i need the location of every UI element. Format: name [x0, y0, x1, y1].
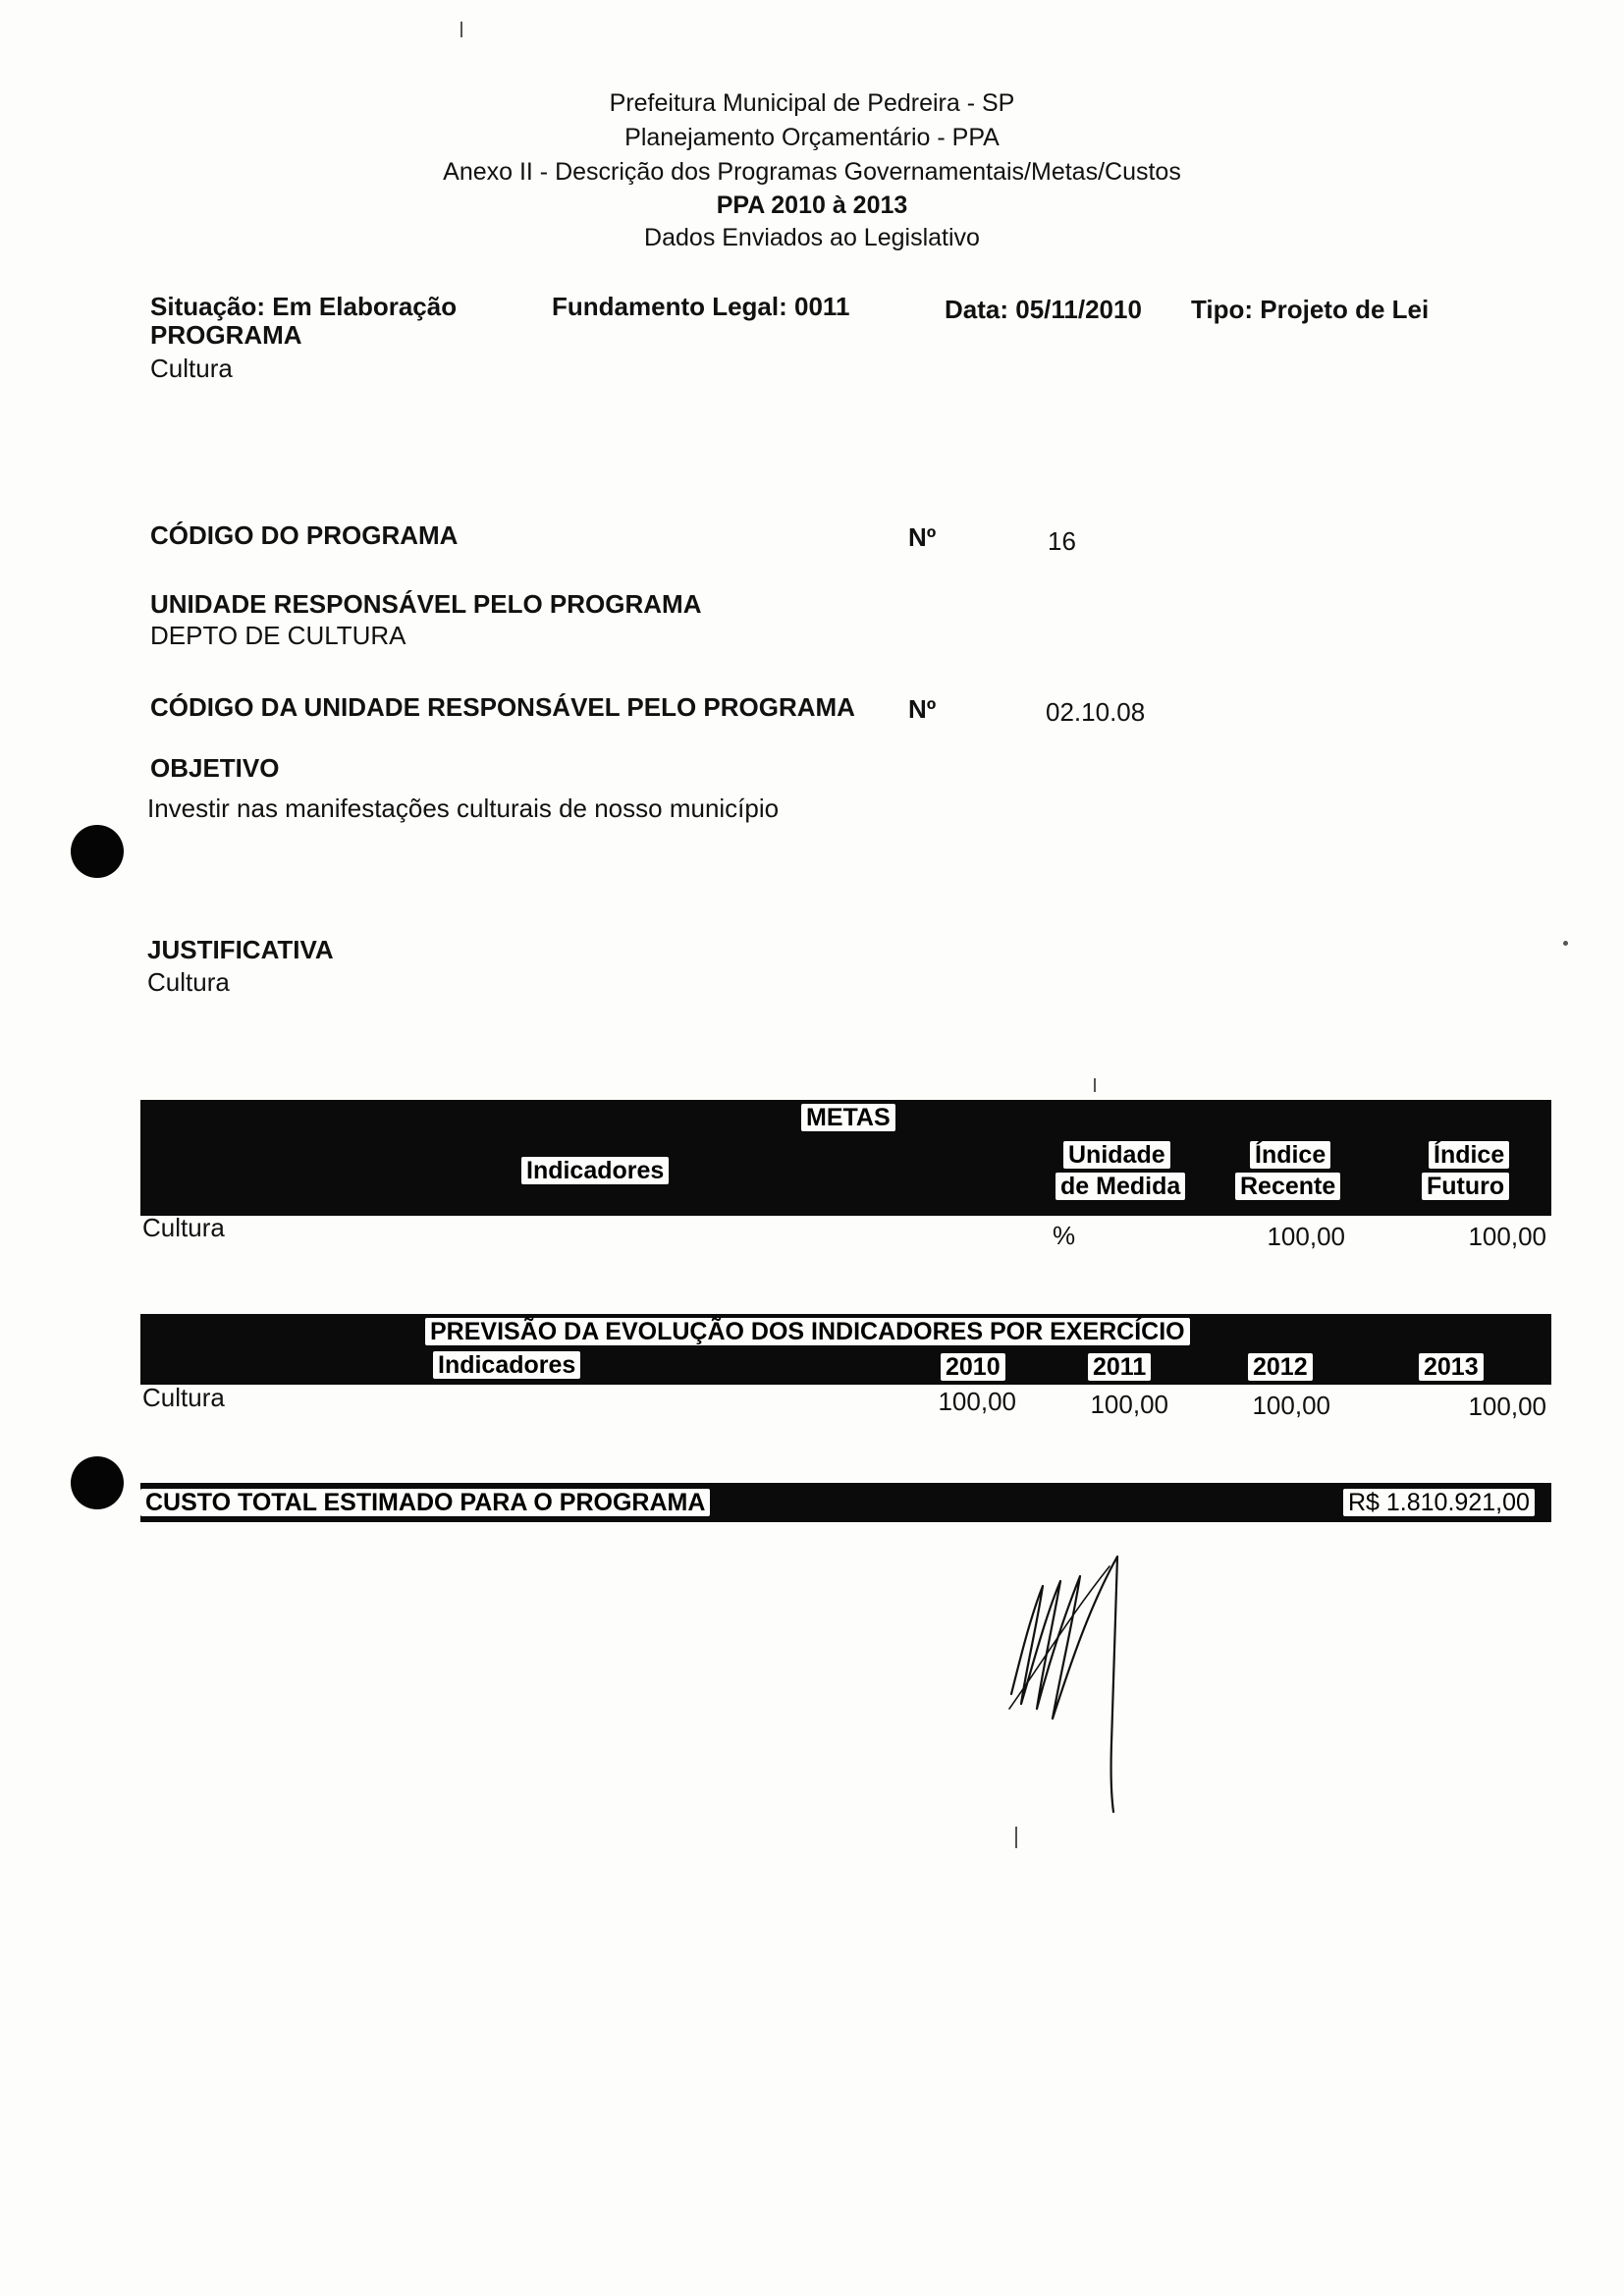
tipo-label: Tipo: Projeto de Lei: [1191, 295, 1430, 324]
scan-speck: [1563, 941, 1568, 946]
custo-total-bar: [140, 1483, 1551, 1522]
previsao-col-year-2012: 2012: [1248, 1353, 1313, 1381]
header-line-anexo: Anexo II - Descrição dos Programas Governamentais/Metas/Custos: [443, 158, 1181, 186]
situacao-label: Situação: Em Elaboração: [150, 292, 458, 321]
previsao-row-value-2012: 100,00: [1252, 1391, 1330, 1420]
handwritten-signature: [992, 1547, 1168, 1822]
codigo-programa-label: CÓDIGO DO PROGRAMA: [150, 520, 459, 550]
codigo-unidade-value: 02.10.08: [1046, 697, 1146, 727]
previsao-row-value-2013: 100,00: [1468, 1392, 1546, 1421]
codigo-programa-value: 16: [1048, 526, 1076, 556]
scan-speck: [1094, 1078, 1096, 1092]
header-line-planejamento: Planejamento Orçamentário - PPA: [624, 124, 1000, 151]
metas-col-recente-1: Índice: [1250, 1141, 1330, 1169]
metas-row-indicador: Cultura: [142, 1213, 225, 1242]
metas-col-unidade-1: Unidade: [1063, 1141, 1170, 1169]
codigo-programa-n-label: Nº: [908, 522, 937, 552]
objetivo-value: Investir nas manifestações culturais de nosso município: [147, 793, 780, 823]
programa-value: Cultura: [150, 354, 233, 383]
binder-hole: [71, 825, 124, 878]
scan-speck: [460, 22, 462, 37]
metas-row-futuro: 100,00: [1468, 1222, 1546, 1251]
binder-hole: [71, 1456, 124, 1509]
metas-col-unidade-2: de Medida: [1056, 1173, 1185, 1200]
header-line-dados: Dados Enviados ao Legislativo: [644, 224, 980, 251]
metas-row-unidade: %: [1053, 1221, 1076, 1250]
codigo-unidade-n-label: Nº: [908, 694, 937, 724]
previsao-col-indicadores: Indicadores: [433, 1351, 580, 1379]
metas-header-bar: [140, 1100, 1551, 1216]
metas-title: METAS: [801, 1104, 895, 1131]
fundamento-legal-label: Fundamento Legal: 0011: [552, 292, 850, 321]
previsao-col-year-2010: 2010: [941, 1353, 1005, 1381]
codigo-unidade-label: CÓDIGO DA UNIDADE RESPONSÁVEL PELO PROGRAMA: [150, 692, 855, 722]
metas-col-indicadores: Indicadores: [521, 1157, 669, 1184]
programa-label: PROGRAMA: [150, 320, 302, 350]
objetivo-label: OBJETIVO: [150, 753, 280, 783]
header-line-ppa: PPA 2010 à 2013: [716, 191, 908, 219]
previsao-col-year-2013: 2013: [1419, 1353, 1484, 1381]
justificativa-label: JUSTIFICATIVA: [147, 935, 334, 964]
unidade-responsavel-value: DEPTO DE CULTURA: [150, 621, 406, 650]
previsao-header-bar: [140, 1314, 1551, 1385]
justificativa-value: Cultura: [147, 967, 230, 997]
metas-col-recente-2: Recente: [1235, 1173, 1340, 1200]
metas-col-futuro-1: Índice: [1429, 1141, 1509, 1169]
previsao-row-indicador: Cultura: [142, 1383, 225, 1412]
scan-speck: [1015, 1827, 1017, 1848]
header-line-prefeitura: Prefeitura Municipal de Pedreira - SP: [609, 89, 1015, 117]
custo-total-value: R$ 1.810.921,00: [1343, 1489, 1535, 1516]
previsao-row-value-2010: 100,00: [938, 1387, 1016, 1416]
previsao-title: PREVISÃO DA EVOLUÇÃO DOS INDICADORES POR EXERCÍCIO: [425, 1318, 1190, 1345]
metas-row-recente: 100,00: [1267, 1222, 1345, 1251]
custo-total-label: CUSTO TOTAL ESTIMADO PARA O PROGRAMA: [140, 1489, 710, 1516]
unidade-responsavel-label: UNIDADE RESPONSÁVEL PELO PROGRAMA: [150, 589, 702, 619]
previsao-row-value-2011: 100,00: [1090, 1390, 1168, 1419]
previsao-col-year-2011: 2011: [1088, 1353, 1151, 1381]
metas-col-futuro-2: Futuro: [1422, 1173, 1509, 1200]
data-label: Data: 05/11/2010: [945, 295, 1142, 324]
